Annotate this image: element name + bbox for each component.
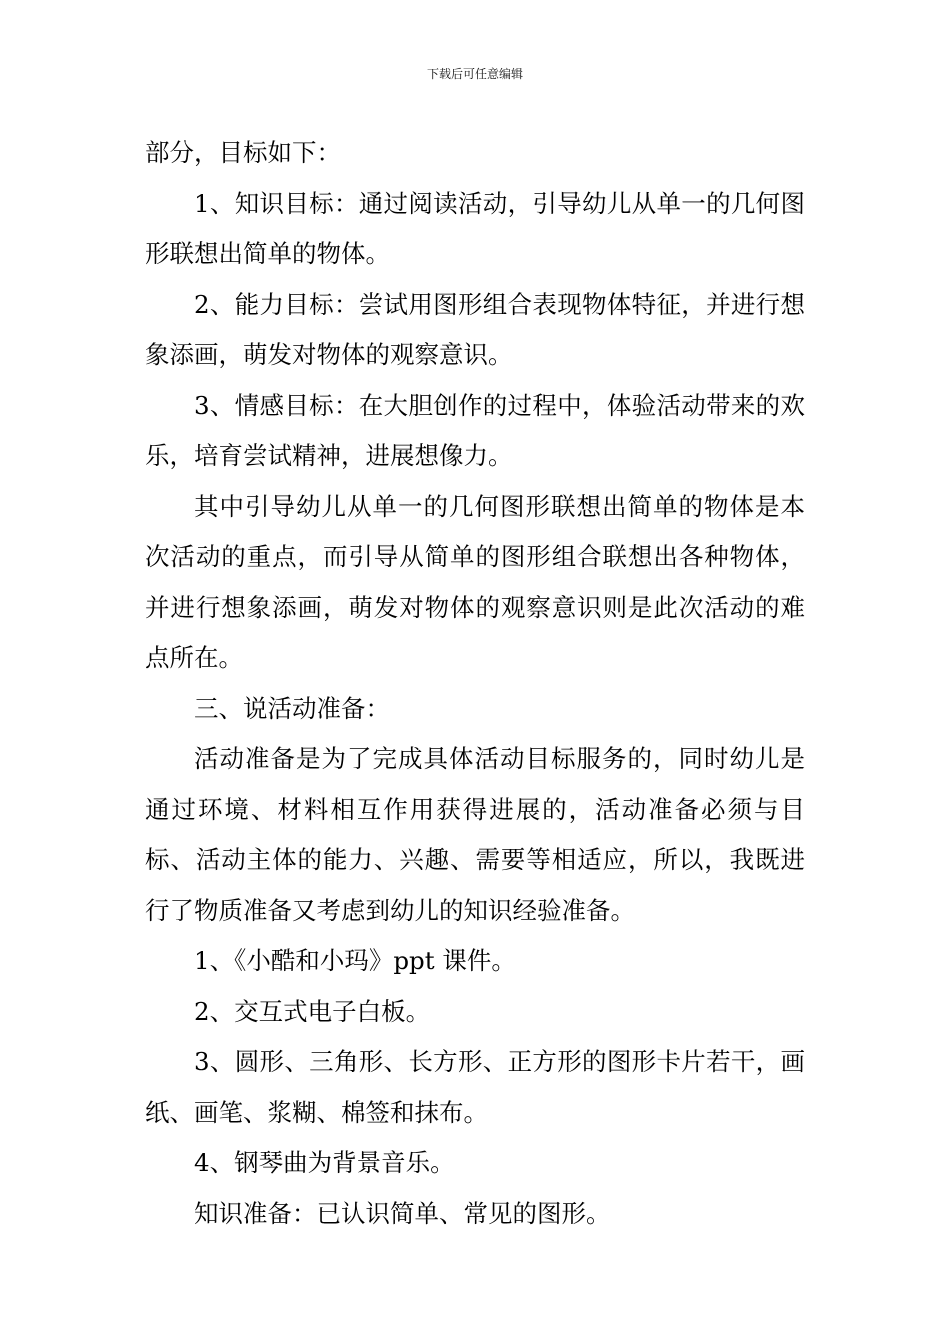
paragraph-preparation-intro: 活动准备是为了完成具体活动目标服务的，同时幼儿是通过环境、材料相互作用获得进展的，活动准备必须与目标、活动主体的能力、兴趣、需要等相适应，所以，我既进行了物质准备又考虑到幼儿的知识经验准备。 xyxy=(145,744,805,925)
paragraph-intro: 部分，目标如下： xyxy=(145,138,341,167)
paragraph-emotion-goal: 3、情感目标：在大胆创作的过程中，体验活动带来的欢乐，培育尝试精神，进展想像力。 xyxy=(145,390,805,470)
list-item-materials: 3、圆形、三角形、长方形、正方形的图形卡片若干，画纸、画笔、浆糊、棉签和抹布。 xyxy=(145,1047,805,1127)
page-header: 下载后可任意编辑 xyxy=(426,67,523,81)
paragraph-key-points: 其中引导幼儿从单一的几何图形联想出简单的物体是本次活动的重点，而引导从简单的图形组合联想出各种物体，并进行想象添画，萌发对物体的观察意识则是此次活动的难点所在。 xyxy=(145,491,805,672)
paragraph-knowledge-preparation: 知识准备：已认识简单、常见的图形。 xyxy=(194,1198,611,1228)
section-heading-preparation: 三、说活动准备： xyxy=(194,693,390,723)
document-body xyxy=(145,128,805,1239)
paragraph-knowledge-goal: 1、知识目标：通过阅读活动，引导幼儿从单一的几何图形联想出简单的物体。 xyxy=(145,188,805,268)
list-item-music: 4、钢琴曲为背景音乐。 xyxy=(194,1148,455,1177)
list-item-courseware: 1、《小酷和小玛》ppt 课件。 xyxy=(194,946,516,975)
list-item-whiteboard: 2、交互式电子白板。 xyxy=(194,996,431,1026)
paragraph-ability-goal: 2、能力目标：尝试用图形组合表现物体特征，并进行想象添画，萌发对物体的观察意识。 xyxy=(145,289,805,369)
